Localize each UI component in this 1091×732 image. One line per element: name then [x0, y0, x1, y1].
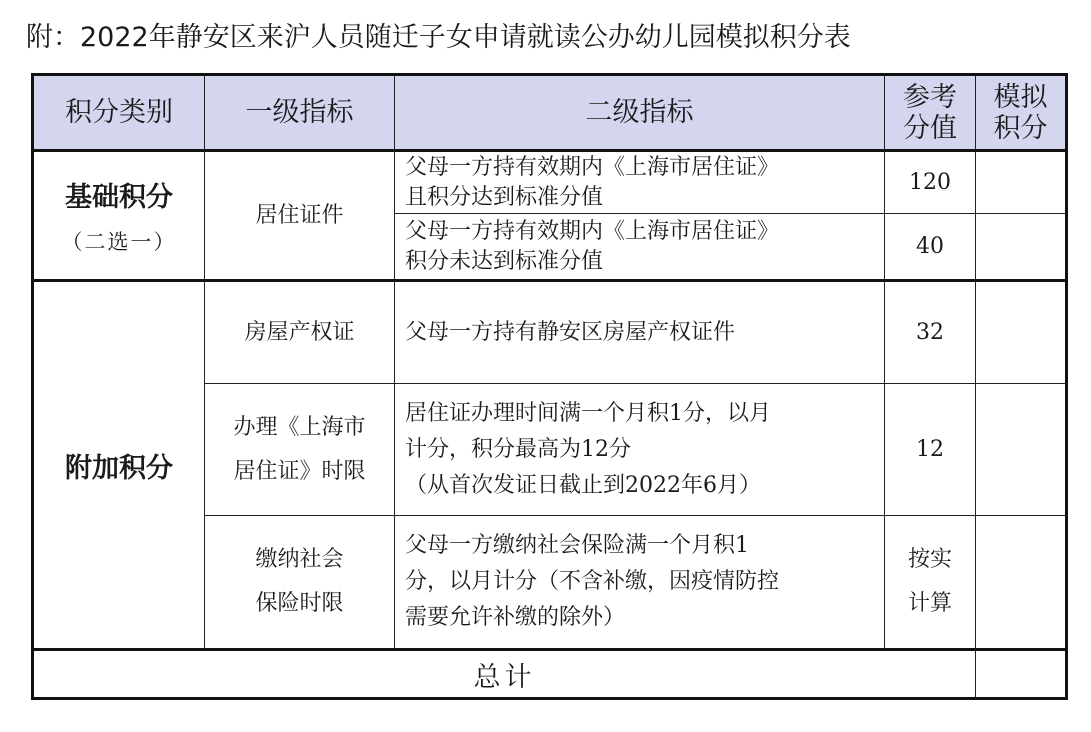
- level2-cell: [395, 384, 885, 516]
- level2-cell: [395, 151, 885, 214]
- level1-line: 办理《上海市: [233, 414, 366, 440]
- table-row: [33, 151, 1067, 214]
- level1-line: 缴纳社会: [255, 547, 344, 572]
- reference-value: 40: [885, 214, 976, 281]
- category-basic-note: （二选一）: [61, 230, 177, 254]
- header-category: 积分类别: [33, 75, 205, 151]
- level1-line: 房屋产权证: [244, 319, 355, 345]
- reference-value: 12: [885, 384, 976, 516]
- header-simulated: [976, 75, 1067, 151]
- score-table: [31, 73, 1068, 700]
- simulated-score-cell: [976, 516, 1067, 650]
- document-title: 附：2022年静安区来沪人员随迁子女申请就读公办幼儿园模拟积分表: [26, 22, 851, 53]
- level2-line: 积分未达到标准分值: [405, 248, 604, 274]
- total-label: 总计: [33, 650, 976, 699]
- header-reference: [885, 75, 976, 151]
- category-basic: [33, 151, 205, 281]
- level1-cell: [205, 516, 395, 650]
- header-row: [33, 75, 1067, 151]
- simulated-score-cell: [976, 281, 1067, 384]
- reference-value: [885, 516, 976, 650]
- category-basic-label: 基础积分: [65, 182, 173, 213]
- reference-line: 按实: [907, 547, 952, 572]
- header-level1: 一级指标: [205, 75, 395, 151]
- level2-line: 父母一方持有效期内《上海市居住证》: [405, 154, 780, 180]
- reference-value: 32: [885, 281, 976, 384]
- reference-value: 120: [885, 151, 976, 214]
- level2-line: 且积分达到标准分值: [405, 184, 604, 210]
- simulated-score-cell: [976, 214, 1067, 281]
- total-value-cell: [976, 650, 1067, 699]
- level1-residence-permit: 居住证件: [205, 151, 395, 281]
- header-simulated-line1: 模拟: [993, 81, 1048, 113]
- header-simulated-line2: 积分: [993, 112, 1048, 144]
- total-row: [33, 650, 1067, 699]
- header-reference-line2: 分值: [903, 112, 957, 144]
- header-reference-line1: 参考: [903, 81, 957, 113]
- level1-line: 居住证》时限: [233, 458, 366, 484]
- level2-line: 父母一方持有静安区房屋产权证件: [405, 319, 736, 345]
- table-row: [33, 281, 1067, 384]
- level1-line: 保险时限: [255, 591, 344, 616]
- level2-line: 父母一方缴纳社会保险满一个月积1: [405, 533, 749, 558]
- reference-line: 计算: [907, 591, 952, 616]
- level2-cell: [395, 214, 885, 281]
- level2-line: 居住证办理时间满一个月积1分，以月: [405, 400, 771, 426]
- level1-cell: [205, 384, 395, 516]
- level2-line: 分，以月计分（不含补缴，因疫情防控: [405, 569, 780, 594]
- level2-line: 父母一方持有效期内《上海市居住证》: [405, 218, 780, 244]
- level2-cell: [395, 281, 885, 384]
- header-level2: 二级指标: [395, 75, 885, 151]
- category-extra: 附加积分: [33, 281, 205, 650]
- level2-cell: [395, 516, 885, 650]
- simulated-score-cell: [976, 151, 1067, 214]
- level2-line: （从首次发证日截止到2022年6月）: [405, 472, 761, 498]
- level2-line: 计分，积分最高为12分: [405, 436, 631, 462]
- simulated-score-cell: [976, 384, 1067, 516]
- level2-line: 需要允许补缴的除外）: [405, 605, 626, 630]
- level1-cell: [205, 281, 395, 384]
